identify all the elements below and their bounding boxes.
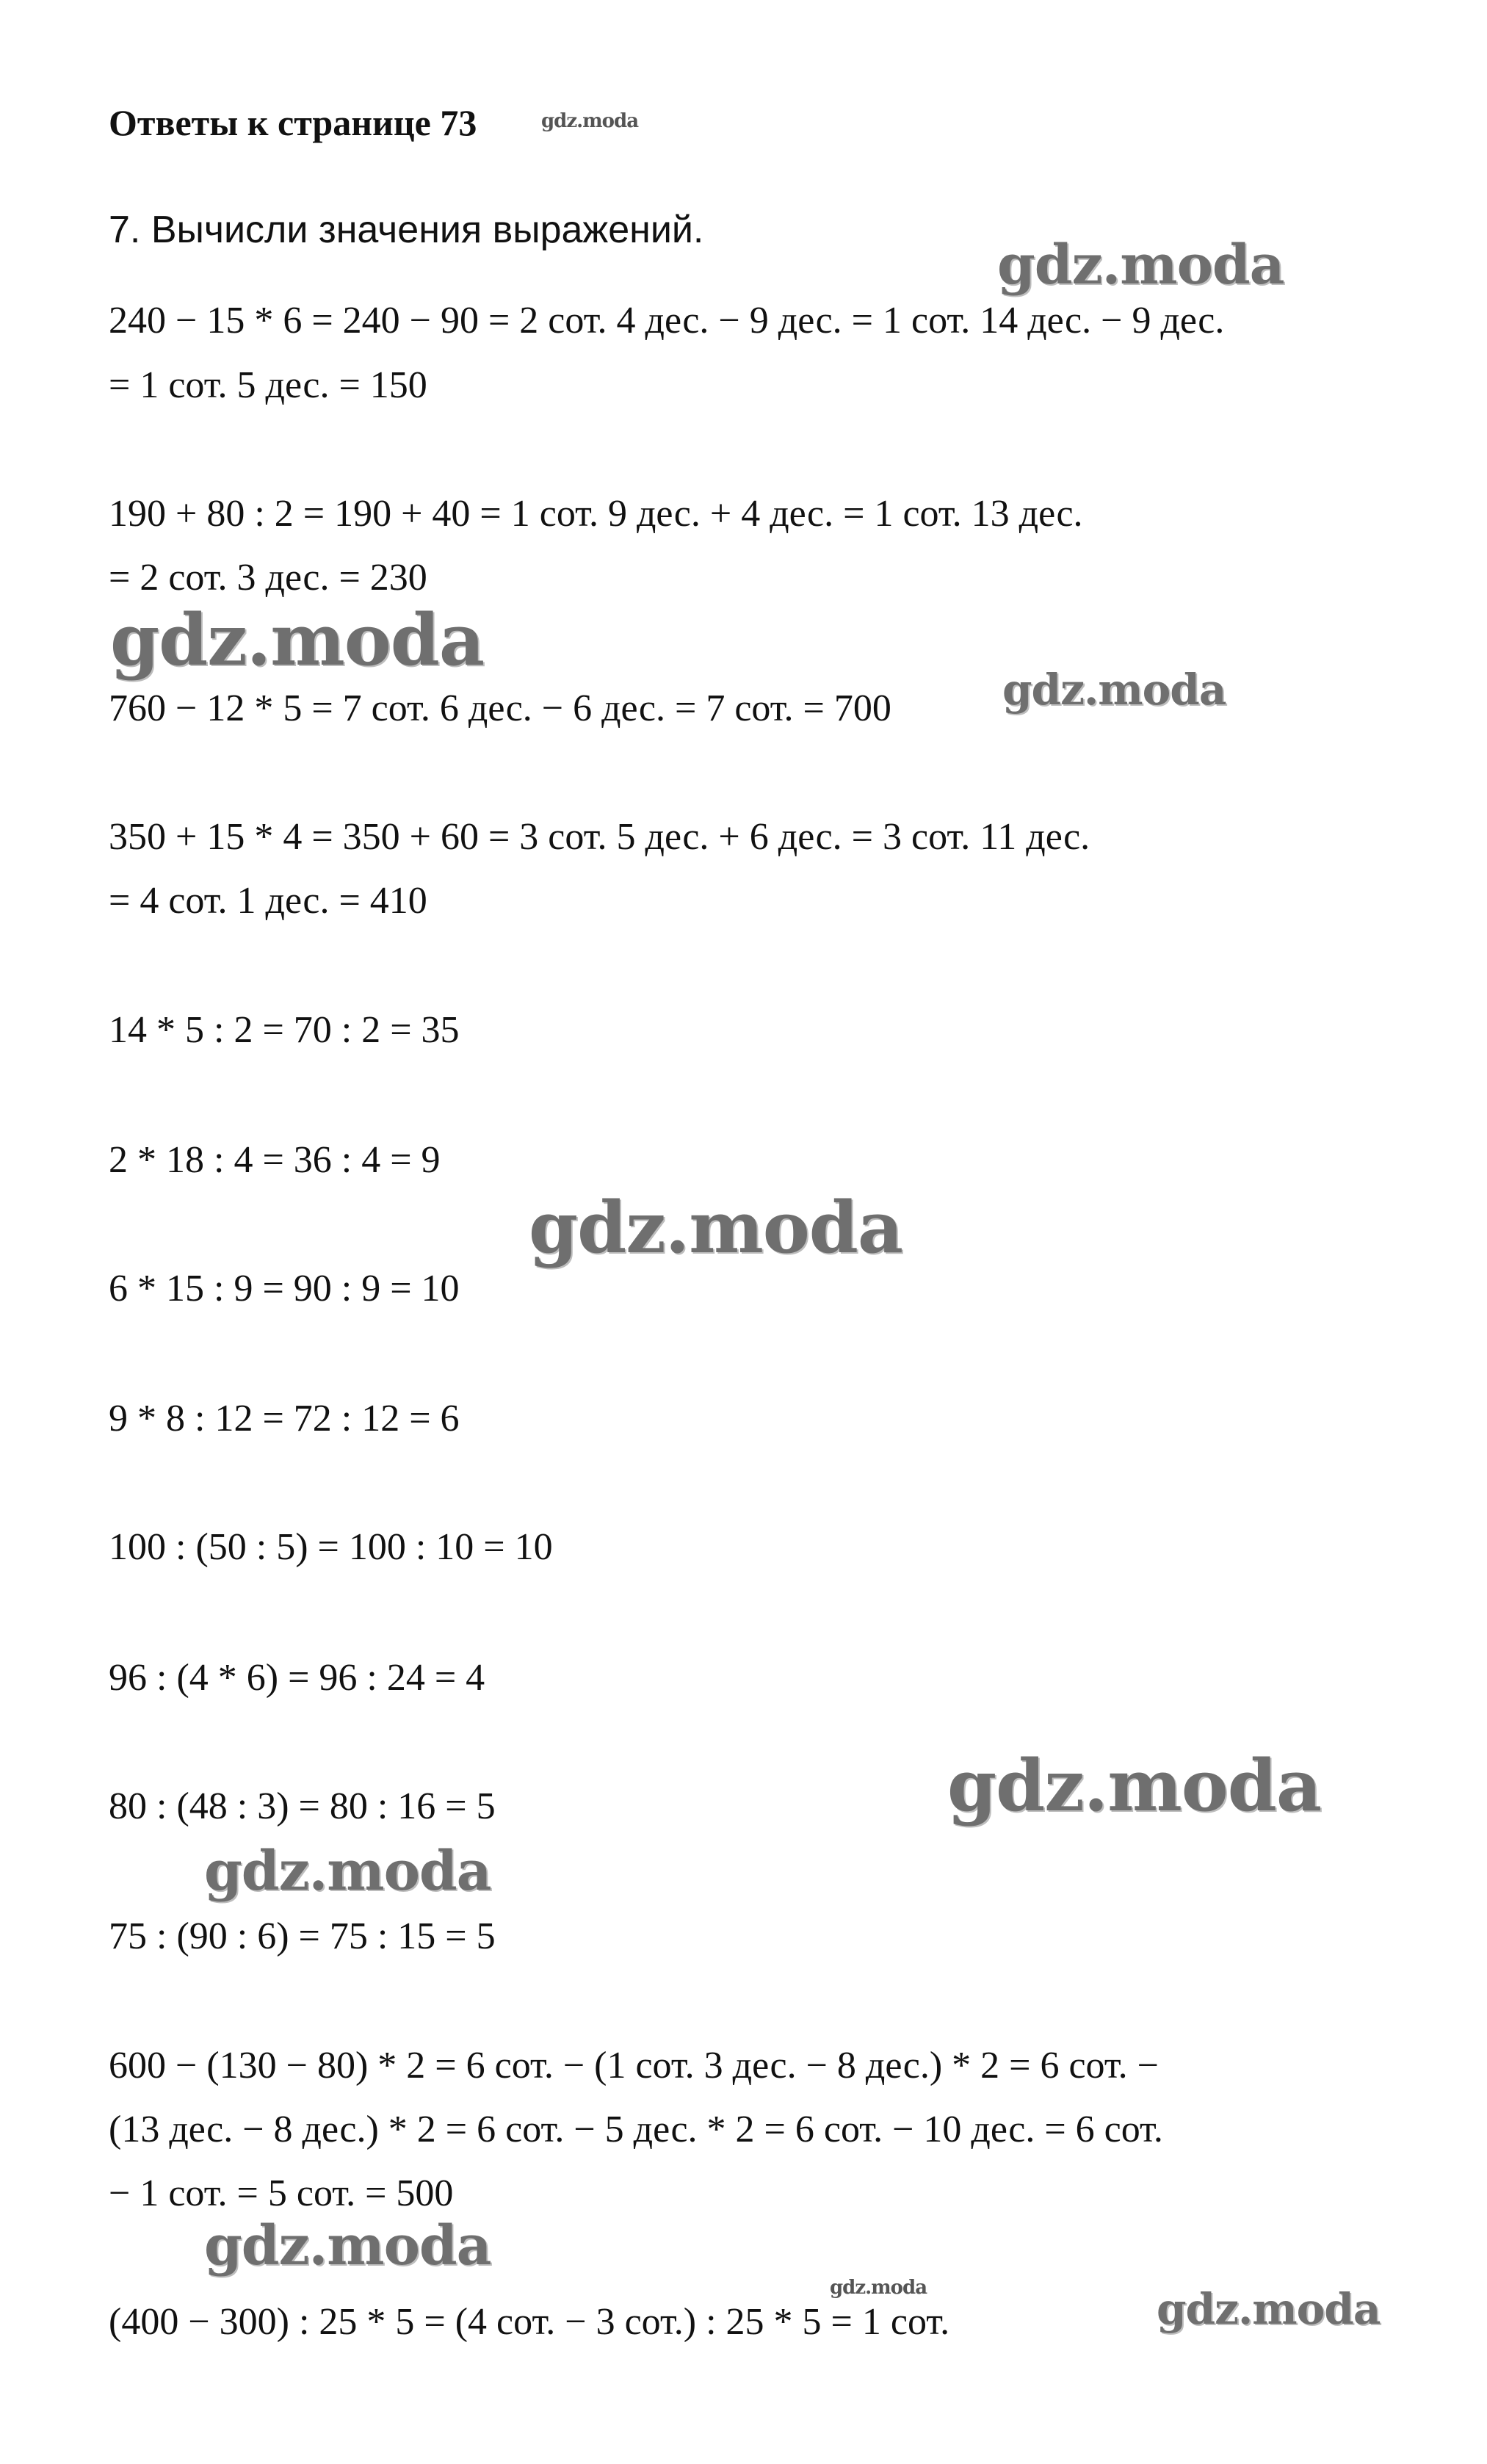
solution-line: 75 : (90 : 6) = 75 : 15 = 5 [109,1915,496,1957]
solution-line: 14 * 5 : 2 = 70 : 2 = 35 [109,1009,460,1051]
task-header: 7. Вычисли значения выражений. [109,209,704,251]
solution-line: = 2 сот. 3 дес. = 230 [109,557,427,599]
solution-line: = 1 сот. 5 дес. = 150 [109,364,427,406]
watermark: gdz.moda [204,2214,491,2277]
watermark: gdz.moda [110,599,485,682]
watermark: gdz.moda [1002,665,1226,715]
solution-line: 2 * 18 : 4 = 36 : 4 = 9 [109,1139,441,1181]
solution-line: 240 − 15 * 6 = 240 − 90 = 2 сот. 4 дес. − 9 дес. = 1 сот. 14 дес. − 9 дес. [109,300,1225,342]
solution-line: (13 дес. − 8 дес.) * 2 = 6 сот. − 5 дес. * 2 = 6 сот. − 10 дес. = 6 сот. [109,2109,1163,2150]
solution-line: 96 : (4 * 6) = 96 : 24 = 4 [109,1657,485,1699]
solution-line: 760 − 12 * 5 = 7 сот. 6 дес. − 6 дес. = 7 сот. = 700 [109,687,891,729]
watermark: gdz.moda [541,110,639,132]
solution-line: 190 + 80 : 2 = 190 + 40 = 1 сот. 9 дес. + 4 дес. = 1 сот. 13 дес. [109,493,1083,535]
watermark: gdz.moda [830,2277,927,2299]
watermark: gdz.moda [947,1744,1322,1827]
solution-line: 350 + 15 * 4 = 350 + 60 = 3 сот. 5 дес. + 6 дес. = 3 сот. 11 дес. [109,816,1090,858]
solution-line: 6 * 15 : 9 = 90 : 9 = 10 [109,1268,460,1309]
solution-line: 100 : (50 : 5) = 100 : 10 = 10 [109,1526,553,1568]
solution-line: − 1 сот. = 5 сот. = 500 [109,2172,454,2214]
solution-line: 600 − (130 − 80) * 2 = 6 сот. − (1 сот. 3 дес. − 8 дес.) * 2 = 6 сот. − [109,2045,1159,2087]
solution-line: = 4 сот. 1 дес. = 410 [109,880,427,922]
watermark: gdz.moda [529,1186,903,1269]
page-title: Ответы к странице 73 [109,102,477,143]
watermark: gdz.moda [1157,2284,1381,2334]
solution-line: 80 : (48 : 3) = 80 : 16 = 5 [109,1785,496,1827]
solution-line: 9 * 8 : 12 = 72 : 12 = 6 [109,1398,460,1439]
watermark: gdz.moda [997,234,1284,297]
solution-line: (400 − 300) : 25 * 5 = (4 сот. − 3 сот.) : 25 * 5 = 1 сот. [109,2301,950,2343]
watermark: gdz.moda [204,1840,491,1903]
